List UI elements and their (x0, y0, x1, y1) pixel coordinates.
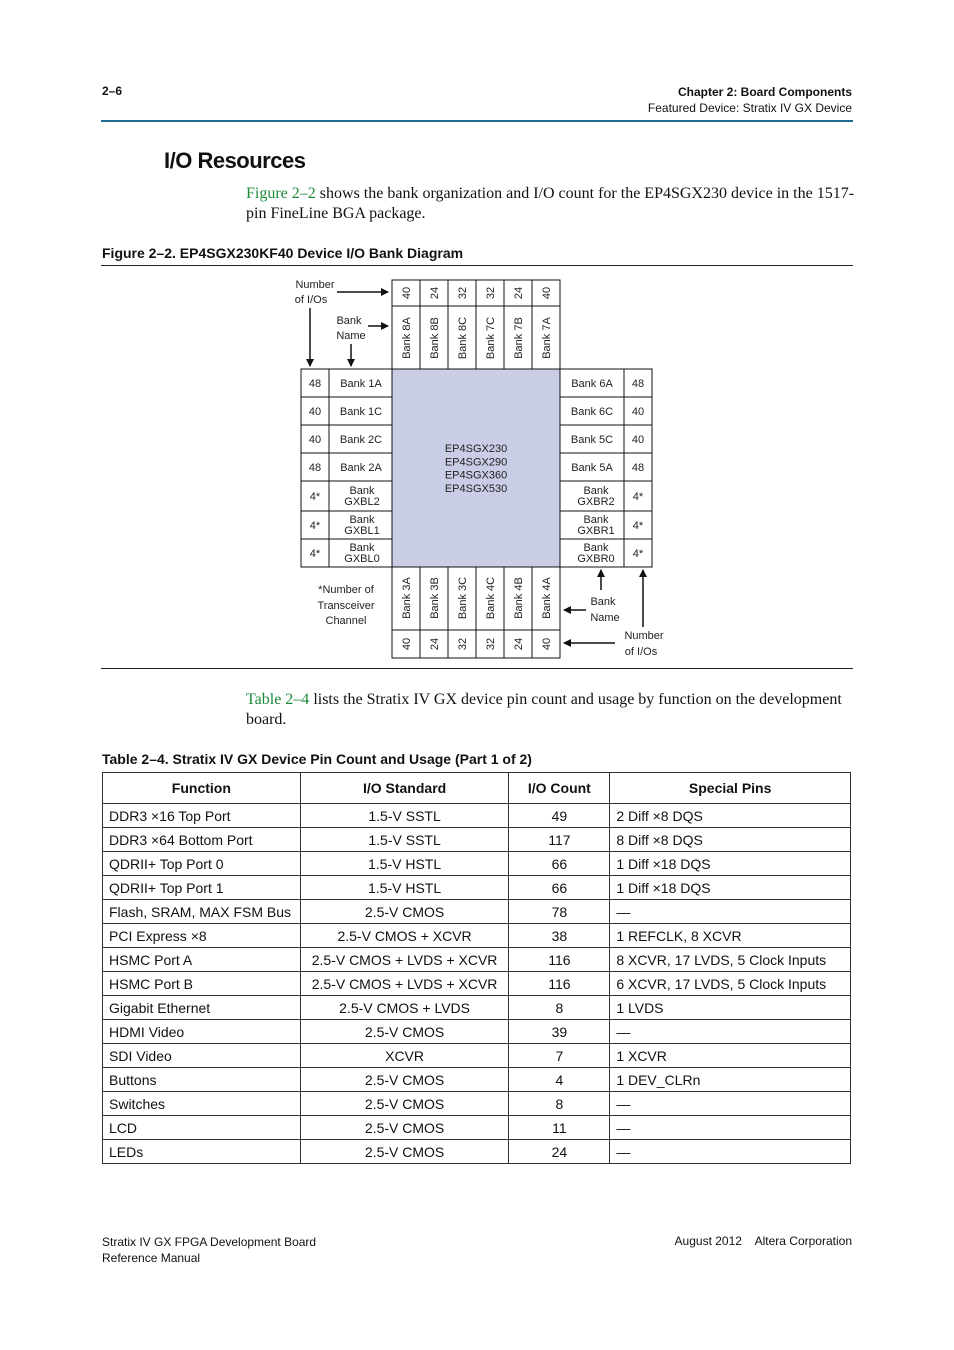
table-cell: 1 LVDS (610, 996, 851, 1020)
table-cell: 1 REFCLK, 8 XCVR (610, 924, 851, 948)
left-bank-count: 4* (309, 548, 321, 560)
table-row (103, 1140, 851, 1164)
legend-bank-name-label: Name (336, 330, 366, 342)
bottom-bank-name: Bank 4A (541, 577, 553, 619)
table-link[interactable]: Table 2–4 (246, 691, 310, 708)
table-cell: 2.5-V CMOS + LVDS (300, 996, 509, 1020)
table-caption: Table 2–4. Stratix IV GX Device Pin Count and Usage (Part 1 of 2) (102, 751, 532, 767)
left-bank-name: Bank 1C (339, 406, 383, 418)
bottom-bank-count: 40 (401, 637, 413, 651)
top-bank-name: Bank 8A (401, 317, 413, 359)
table-cell: HDMI Video (103, 1020, 301, 1044)
bottom-bank-name: Bank 3A (401, 577, 413, 619)
legend-bank-name-label: Name (590, 612, 620, 624)
left-bank-name: GXBL1 (344, 525, 380, 537)
left-bank-count: 48 (308, 462, 322, 474)
section-title: I/O Resources (164, 148, 306, 173)
table-cell: Flash, SRAM, MAX FSM Bus (103, 900, 301, 924)
table-intro-paragraph (246, 690, 856, 730)
table-cell: 66 (509, 852, 610, 876)
table-row (103, 1068, 851, 1092)
table-cell: 2 Diff ×8 DQS (610, 804, 851, 828)
bottom-bank-name: Bank 4C (485, 576, 497, 620)
left-bank-name: Bank 1A (340, 378, 382, 390)
top-bank-name: Bank 7C (485, 316, 497, 360)
table-cell: 8 (509, 996, 610, 1020)
table-cell: Gigabit Ethernet (103, 996, 301, 1020)
table-row (103, 852, 851, 876)
device-name-label: EP4SGX290 (444, 456, 508, 469)
table-cell: 11 (509, 1116, 610, 1140)
footer-title-line1: Stratix IV GX FPGA Development Board (102, 1235, 317, 1249)
table-cell: 2.5-V CMOS (300, 900, 509, 924)
device-name-label: EP4SGX230 (444, 443, 508, 455)
table-cell: 8 (509, 1092, 610, 1116)
legend-bank-name-label: Bank (590, 596, 616, 608)
bottom-bank-count: 24 (513, 637, 525, 651)
legend-bank-name-label: Bank (336, 315, 362, 327)
bottom-bank-name: Bank 4B (513, 577, 525, 619)
left-bank-count: 40 (308, 406, 322, 418)
table-cell: 2.5-V CMOS (300, 1140, 509, 1164)
table-cell: SDI Video (103, 1044, 301, 1068)
table-row (103, 876, 851, 900)
diagram-content (295, 279, 664, 658)
table-cell: 24 (509, 1140, 610, 1164)
table-cell: 2.5-V CMOS (300, 1068, 509, 1092)
right-bank-name: Bank 5C (570, 434, 614, 446)
table-cell: 1 Diff ×18 DQS (610, 876, 851, 900)
table-cell: 49 (509, 804, 610, 828)
table-row (103, 1044, 851, 1068)
chapter-title: Chapter 2: Board Components (677, 85, 852, 99)
table-cell: LEDs (103, 1140, 301, 1164)
table-cell: — (610, 1116, 851, 1140)
table-cell: 38 (509, 924, 610, 948)
bottom-bank-count: 32 (485, 637, 497, 651)
table-cell: 6 XCVR, 17 LVDS, 5 Clock Inputs (610, 972, 851, 996)
legend-number-label: Number (624, 630, 664, 642)
transceiver-note: Transceiver (317, 600, 375, 612)
table-cell: DDR3 ×16 Top Port (103, 804, 301, 828)
device-name-label: EP4SGX360 (444, 469, 508, 482)
table-cell: 8 XCVR, 17 LVDS, 5 Clock Inputs (610, 948, 851, 972)
right-bank-name: Bank 5A (571, 462, 613, 474)
table-cell: 116 (509, 972, 610, 996)
table-cell: 1.5-V SSTL (300, 828, 509, 852)
left-bank-count: 40 (308, 434, 322, 446)
legend-number-label: Number (295, 279, 335, 291)
table-cell: QDRII+ Top Port 0 (103, 852, 301, 876)
left-bank-name: Bank (349, 542, 375, 554)
table-cell: 8 Diff ×8 DQS (610, 828, 851, 852)
table-cell: 7 (509, 1044, 610, 1068)
right-bank-name: Bank (583, 542, 609, 554)
table-cell: 1.5-V SSTL (300, 804, 509, 828)
top-bank-name: Bank 8C (457, 316, 469, 360)
right-bank-count: 40 (631, 406, 645, 418)
right-bank-name: Bank (583, 514, 609, 526)
table-cell: 1 XCVR (610, 1044, 851, 1068)
bottom-bank-name: Bank 3C (457, 576, 469, 620)
table-cell: HSMC Port B (103, 972, 301, 996)
left-bank-name: GXBL0 (344, 553, 380, 565)
table-cell: 78 (509, 900, 610, 924)
table-header-row (103, 773, 851, 804)
bottom-bank-count: 40 (541, 637, 553, 651)
subsection-title: Featured Device: Stratix IV GX Device (647, 101, 852, 115)
left-bank-count: 4* (309, 520, 321, 532)
top-bank-count: 40 (401, 286, 413, 300)
left-bank-name: Bank (349, 485, 375, 497)
table-row (103, 828, 851, 852)
bottom-bank-name: Bank 3B (429, 577, 441, 619)
legend-number-label: of I/Os (294, 294, 328, 306)
table-body (103, 804, 851, 1164)
table-cell: 66 (509, 876, 610, 900)
table-row (103, 900, 851, 924)
top-bank-name: Bank 7A (541, 317, 553, 359)
right-bank-name: GXBR2 (577, 496, 615, 508)
table-row (103, 804, 851, 828)
table-cell: 2.5-V CMOS + LVDS + XCVR (300, 972, 509, 996)
top-bank-count: 24 (513, 286, 525, 300)
table-cell: — (610, 900, 851, 924)
right-bank-count: 40 (631, 434, 645, 446)
figure-caption: Figure 2–2. EP4SGX230KF40 Device I/O Bank Diagram (102, 245, 464, 261)
footer-title-line2: Reference Manual (102, 1251, 201, 1265)
table-row (103, 1116, 851, 1140)
table-row (103, 972, 851, 996)
table-cell: DDR3 ×64 Bottom Port (103, 828, 301, 852)
left-bank-name: Bank (349, 514, 375, 526)
table-cell: 39 (509, 1020, 610, 1044)
column-header: Function (103, 773, 301, 804)
table-cell: 1.5-V HSTL (300, 876, 509, 900)
right-bank-count: 48 (631, 378, 645, 390)
column-header: I/O Count (509, 773, 610, 804)
transceiver-note: *Number of (318, 584, 374, 596)
table-cell: QDRII+ Top Port 1 (103, 876, 301, 900)
left-bank-count: 48 (308, 378, 322, 390)
table-cell: 4 (509, 1068, 610, 1092)
right-bank-name: GXBR1 (577, 525, 615, 537)
column-header: I/O Standard (300, 773, 509, 804)
left-bank-name: GXBL2 (344, 496, 380, 508)
legend-number-label: of I/Os (624, 646, 658, 658)
table-cell: 116 (509, 948, 610, 972)
right-bank-name: Bank 6A (571, 378, 613, 390)
table-row (103, 996, 851, 1020)
table-row (103, 1020, 851, 1044)
right-bank-count: 4* (632, 491, 644, 503)
bottom-bank-count: 24 (429, 637, 441, 651)
table-cell: XCVR (300, 1044, 509, 1068)
table-cell: 2.5-V CMOS (300, 1116, 509, 1140)
table-cell: — (610, 1092, 851, 1116)
top-bank-count: 32 (457, 286, 469, 300)
intro-text: shows the bank organization and I/O count for the EP4SGX230 device in the 1517-pin FineLine BGA package. (246, 185, 855, 222)
table-cell: 2.5-V CMOS + LVDS + XCVR (300, 948, 509, 972)
page-number: 2–6 (102, 84, 123, 98)
figure-link[interactable]: Figure 2–2 (246, 185, 316, 202)
right-bank-name: Bank 6C (570, 406, 614, 418)
table-cell: 1 DEV_CLRn (610, 1068, 851, 1092)
footer-title (102, 1234, 316, 1266)
table-cell: HSMC Port A (103, 948, 301, 972)
table-cell: — (610, 1140, 851, 1164)
top-bank-count: 40 (541, 286, 553, 300)
table-cell: 1 Diff ×18 DQS (610, 852, 851, 876)
table-cell: LCD (103, 1116, 301, 1140)
top-bank-name: Bank 7B (513, 317, 525, 359)
top-bank-name: Bank 8B (429, 317, 441, 359)
table-cell: 2.5-V CMOS + XCVR (300, 924, 509, 948)
device-name-label: EP4SGX530 (444, 482, 508, 495)
right-bank-count: 4* (632, 548, 644, 560)
left-bank-name: Bank 2A (340, 462, 382, 474)
top-bank-count: 32 (485, 286, 497, 300)
left-bank-count: 4* (309, 491, 321, 503)
bottom-bank-count: 32 (457, 637, 469, 651)
column-header: Special Pins (610, 773, 851, 804)
table-cell: PCI Express ×8 (103, 924, 301, 948)
figure-bottom-rule (101, 668, 853, 669)
transceiver-note: Channel (325, 615, 367, 627)
table-cell: Buttons (103, 1068, 301, 1092)
table-cell: 2.5-V CMOS (300, 1020, 509, 1044)
table-cell: 2.5-V CMOS (300, 1092, 509, 1116)
table-intro-text: lists the Stratix IV GX device pin count and usage by function on the development board. (246, 691, 842, 728)
right-bank-name: Bank (583, 485, 609, 497)
table-row (103, 948, 851, 972)
pin-usage-table (102, 772, 851, 1164)
left-bank-name: Bank 2C (339, 434, 383, 446)
table-cell: — (610, 1020, 851, 1044)
right-bank-count: 4* (632, 520, 644, 532)
right-bank-count: 48 (631, 462, 645, 474)
table-row (103, 1092, 851, 1116)
table-cell: 117 (509, 828, 610, 852)
table-row (103, 924, 851, 948)
right-bank-name: GXBR0 (577, 553, 615, 565)
footer-date-company: August 2012 Altera Corporation (674, 1234, 852, 1248)
top-bank-count: 24 (429, 286, 441, 300)
table-cell: 1.5-V HSTL (300, 852, 509, 876)
table-cell: Switches (103, 1092, 301, 1116)
